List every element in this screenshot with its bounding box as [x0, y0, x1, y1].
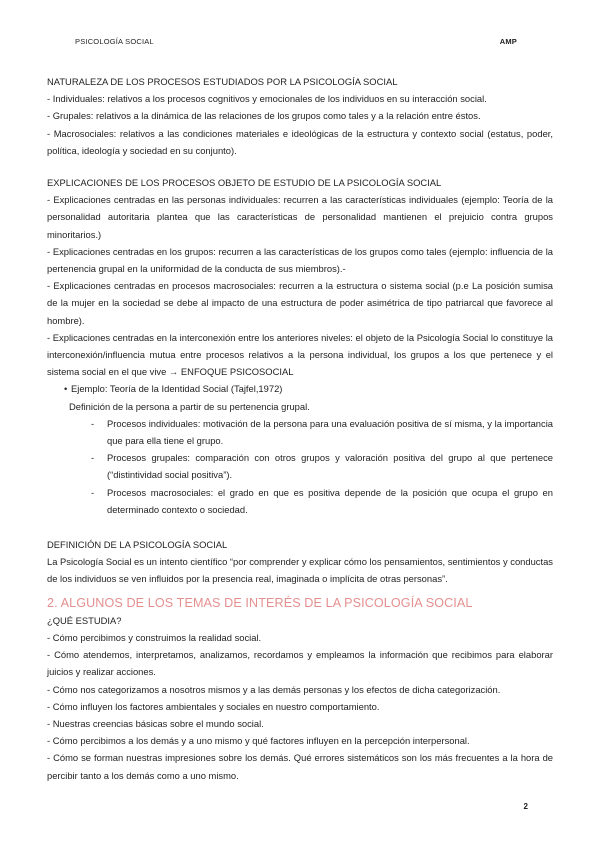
naturaleza-item: - Individuales: relativos a los procesos cognitivos y emocionales de los individuos en su interacción social.: [47, 93, 487, 105]
example-bullet: [47, 380, 553, 397]
page-header: [75, 37, 517, 49]
explicaciones-item: - Explicaciones centradas en los grupos: recurren a las características de los grupos como tales (ejemplo: influencia de la pertenencia grupal en la uniformidad de la conducta de sus miembros).-: [47, 245, 553, 275]
page-number: 2: [523, 802, 528, 811]
header-author: AMP: [499, 37, 517, 46]
naturaleza-title: NATURALEZA DE LOS PROCESOS ESTUDIADOS POR LA PSICOLOGÍA SOCIAL: [47, 76, 398, 87]
temas-item: - Cómo nos categorizamos a nosotros mismos y a las demás personas y los efectos de dicha categorización.: [47, 683, 501, 695]
dash-marker: -: [91, 452, 95, 464]
example-definition: Definición de la persona a partir de su pertenencia grupal.: [69, 400, 310, 412]
naturaleza-item: - Macrosociales: relativos a las condiciones materiales e ideológicas de la estructura y contexto social (estatus, poder, política, ideología y sociedad en su conjunto).: [47, 127, 553, 156]
explicaciones-item: - Explicaciones centradas en las personas individuales: recurren a las características individuales (ejemplo: Teoría de la personalidad autoritaria plantea que las características de personalidad mantienen el prejuicio contra grupos minoritarios.): [47, 194, 553, 240]
temas-item: - Cómo se forman nuestras impresiones sobre los demás. Qué errores sistemáticos son los más frecuentes a la hora de percibir tanto a los demás como a uno mismo.: [47, 752, 553, 781]
dash-marker: -: [91, 486, 95, 498]
sub-item: [47, 415, 553, 449]
dash-marker: -: [91, 417, 95, 429]
explicaciones-title: EXPLICACIONES DE LOS PROCESOS OBJETO DE ESTUDIO DE LA PSICOLOGÍA SOCIAL: [47, 177, 442, 189]
temas-item: - Cómo percibimos y construimos la realidad social.: [47, 631, 262, 643]
explicaciones-item: - Explicaciones centradas en procesos macrosociales: recurren a la estructura o sistema social (p.e La posición sumisa de la mujer en la sociedad se debe al impacto de una estructura de poder asimétrica de tipo patriarcal que favorece al hombre).: [47, 280, 553, 326]
definicion-text: La Psicología Social es un intento científico “por comprender y explicar cómo los pensamientos, sentimientos y conductas de los individuos se ven influidos por la presencia real, imaginada o implícita de otras personas”.: [47, 556, 553, 585]
bullet-icon: •: [64, 383, 68, 395]
temas-item: - Nuestras creencias básicas sobre el mundo social.: [47, 717, 264, 729]
sub-item-text: Procesos macrosociales: el grado en que es positiva depende de la posición que ocupa el grupo en determinado contexto o sociedad.: [107, 486, 553, 515]
section-title: 2. ALGUNOS DE LOS TEMAS DE INTERÉS DE LA PSICOLOGÍA SOCIAL: [47, 595, 473, 610]
header-subject: PSICOLOGÍA SOCIAL: [75, 37, 154, 46]
sub-item-text: Procesos grupales: comparación con otros grupos y valoración positiva del grupo al que pertenece (“distintividad social positiva”).: [107, 452, 553, 481]
temas-subtitle: ¿QUÉ ESTUDIA?: [47, 614, 122, 626]
example-text: Ejemplo: Teoría de la Identidad Social (Tajfel,1972): [71, 383, 283, 395]
naturaleza-item: - Grupales: relativos a la dinámica de las relaciones de los grupos como tales y a la relación entre éstos.: [47, 110, 481, 122]
sub-item: [47, 484, 553, 518]
temas-item: - Cómo percibimos a los demás y a uno mismo y qué factores influyen en la percepción interpersonal.: [47, 735, 470, 747]
explicaciones-item: - Explicaciones centradas en la interconexión entre los anteriores niveles: el objeto de la Psicología Social lo constituye la interconexión/influencia mutua entre procesos relativos a la persona individual, los grupos a los que pertenece y el sistema social en el que vive → ENFOQUE PSICOSOCIAL: [47, 331, 553, 378]
sub-item-text: Procesos individuales: motivación de la persona para una evaluación positiva de sí misma, y la importancia que para ella tiene el grupo.: [107, 417, 553, 447]
sub-item: [47, 449, 553, 483]
temas-item: - Cómo atendemos, interpretamos, analizamos, recordamos y empleamos la información que recibimos para elaborar juicios y realizar acciones.: [47, 649, 553, 678]
definicion-title: DEFINICIÓN DE LA PSICOLOGÍA SOCIAL: [47, 539, 228, 551]
page-content: [47, 73, 553, 784]
temas-item: - Cómo influyen los factores ambientales y sociales en nuestro comportamiento.: [47, 700, 380, 712]
